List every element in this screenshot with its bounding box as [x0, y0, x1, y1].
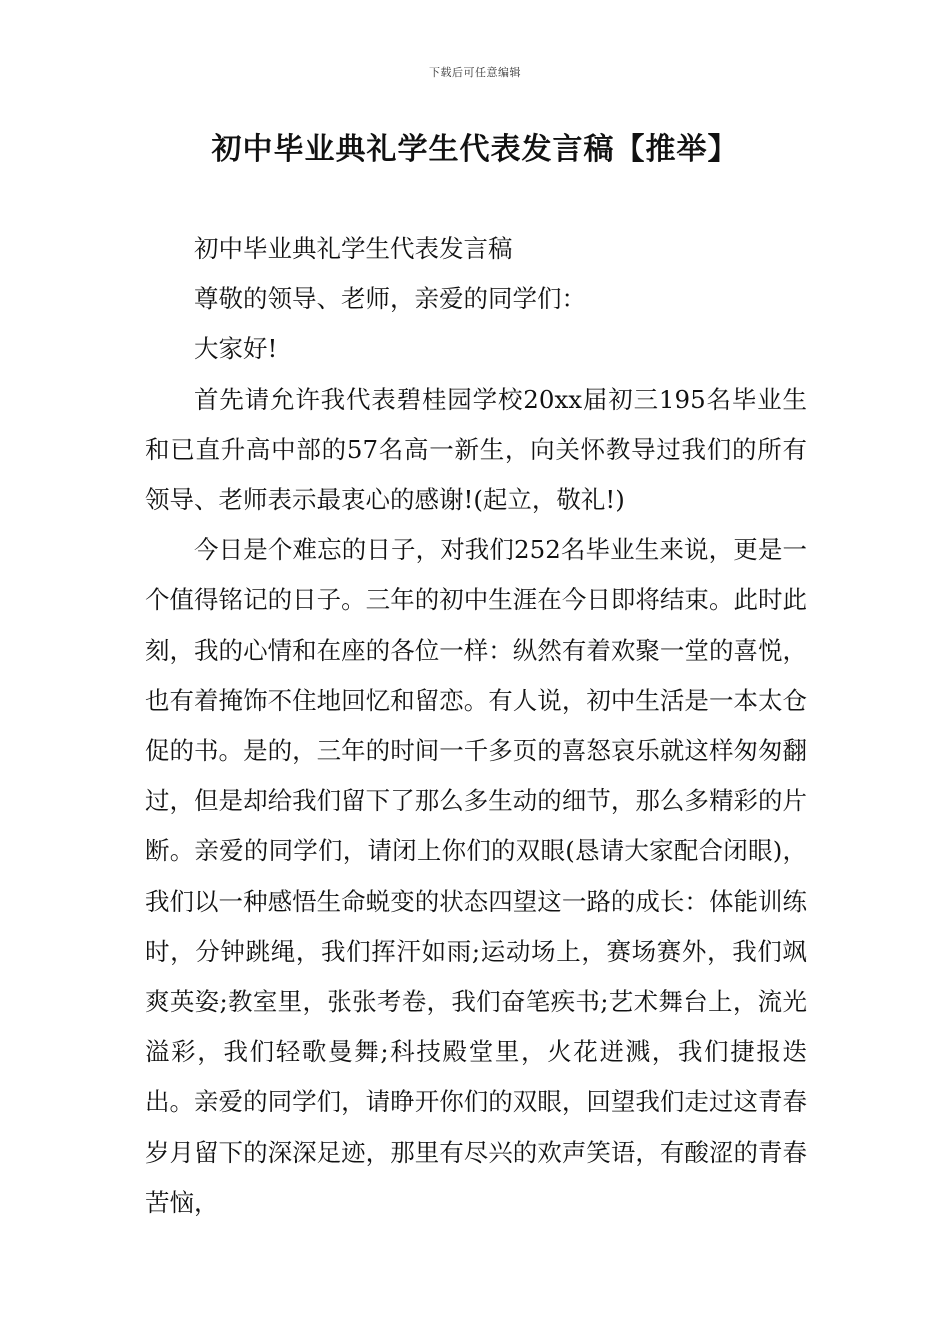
paragraph: 大家好!	[194, 334, 278, 364]
paragraph: 首先请允许我代表碧桂园学校20xx届初三195名毕业生和已直升高中部的57名高一新生，向关怀教导过我们的所有领导、老师表示最衷心的感谢!(起立，敬礼!)	[145, 384, 807, 515]
document-body	[145, 224, 807, 1228]
document-title: 初中毕业典礼学生代表发言稿【推举】	[211, 132, 739, 167]
paragraph: 今日是个难忘的日子，对我们252名毕业生来说，更是一个值得铭记的日子。三年的初中生涯在今日即将结束。此时此刻，我的心情和在座的各位一样：纵然有着欢聚一堂的喜悦，也有着掩饰不住地回忆和留恋。有人说，初中生活是一本太仓促的书。是的，三年的时间一千多页的喜怒哀乐就这样匆匆翻过，但是却给我们留下了那么多生动的细节，那么多精彩的片断。亲爱的同学们，请闭上你们的双眼(恳请大家配合闭眼)，我们以一种感悟生命蜕变的状态四望这一路的成长：体能训练时，分钟跳绳，我们挥汗如雨;运动场上，赛场赛外，我们飒爽英姿;教室里，张张考卷，我们奋笔疾书;艺术舞台上，流光溢彩，我们轻歌曼舞;科技殿堂里，火花迸溅，我们捷报迭出。亲爱的同学们，请睁开你们的双眼，回望我们走过这青春岁月留下的深深足迹，那里有尽兴的欢声笑语，有酸涩的青春苦恼，	[145, 535, 807, 1217]
paragraph: 初中毕业典礼学生代表发言稿	[194, 234, 513, 263]
header-note: 下载后可任意编辑	[429, 66, 521, 79]
paragraph: 尊敬的领导、老师，亲爱的同学们：	[194, 284, 586, 314]
